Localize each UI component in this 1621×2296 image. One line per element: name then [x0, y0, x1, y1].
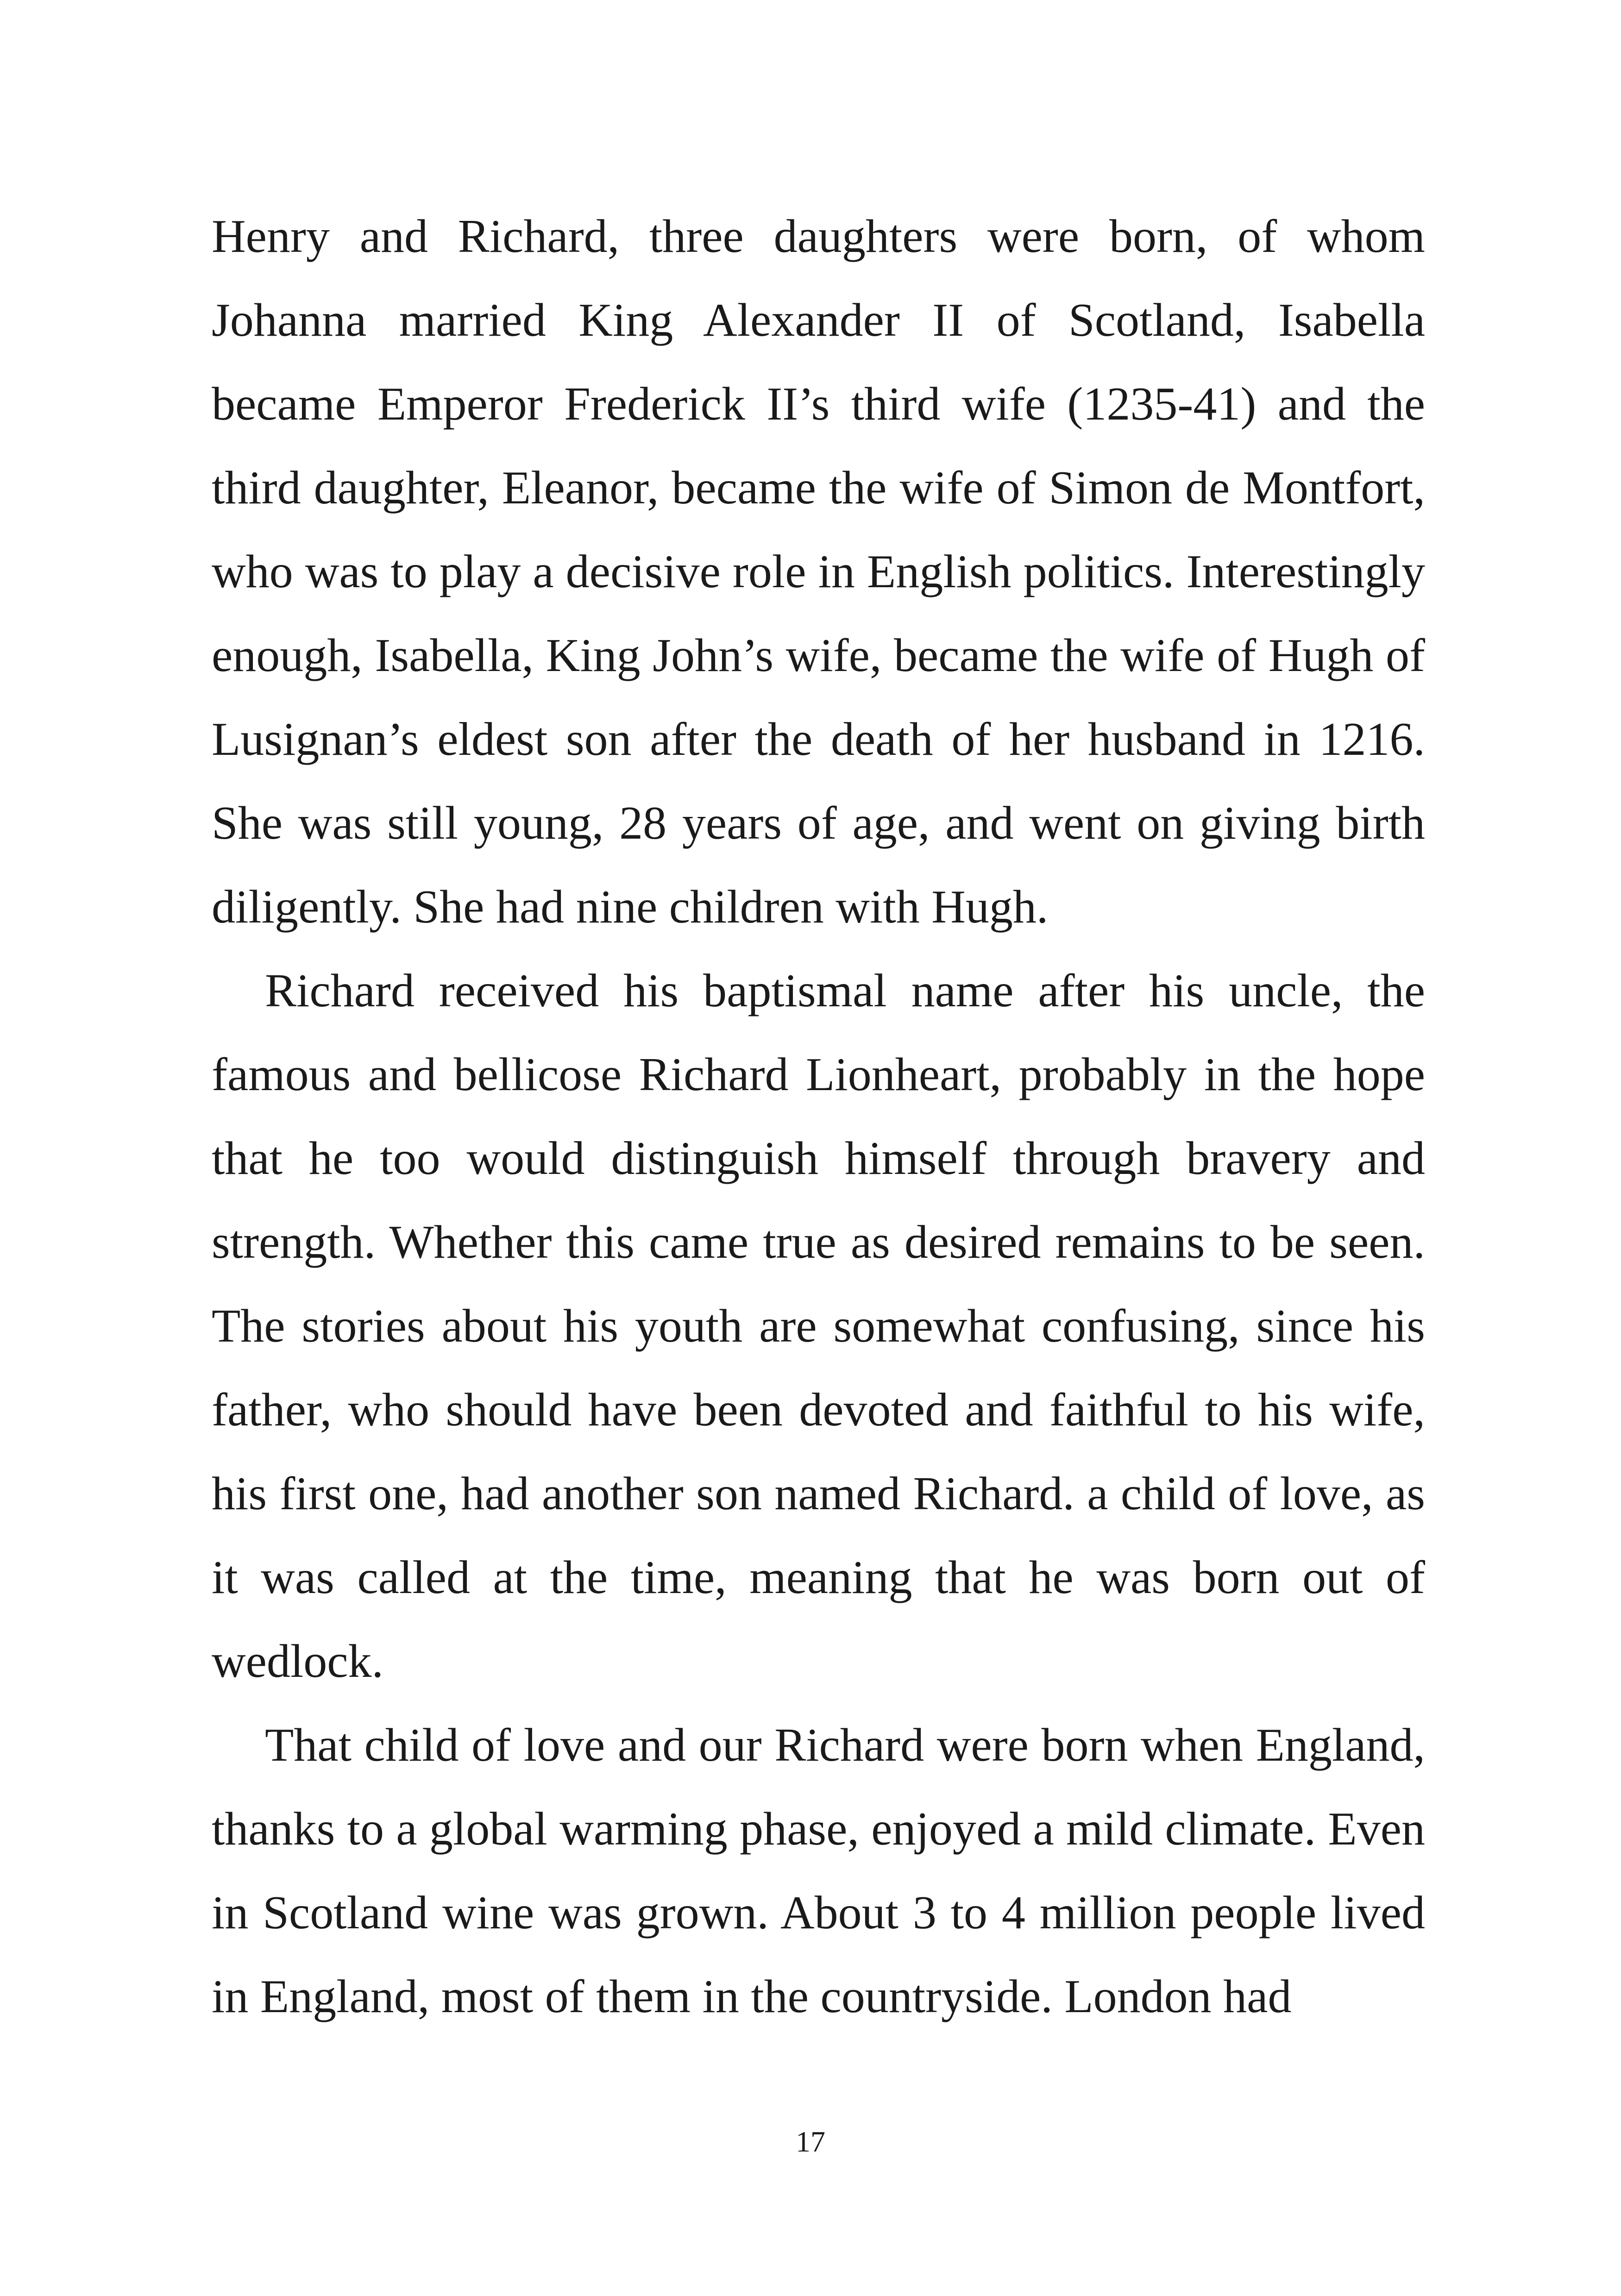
paragraph-richard-name: Richard received his baptismal name after his uncle, the famous and bellicose Richard Lionheart, probably in the hope that he too would distinguish himself through bravery and strength. Whether this came true as desired remains to be seen. The stories about his youth are somewhat confusing, since his father, who should have been devoted and faithful to his wife, his first one, had another son named Richard. a child of love, as it was called at the time, meaning that he was born out of wedlock.: [212, 965, 1425, 1687]
paragraph-continuation: Henry and Richard, three daughters were born, of whom Johanna married King Alexander II of Scotland, Isabella became Emperor Frederick II’s third wife (1235-41) and the third daughter, Eleanor, became the wife of Simon de Montfort, who was to play a decisive role in English politics. Interestingly enough, Isabella, King John’s wife, became the wife of Hugh of Lusignan’s eldest son after the death of her husband in 1216. She was still young, 28 years of age, and went on giving birth diligently. She had nine children with Hugh.: [212, 210, 1425, 933]
page-number: 17: [796, 2125, 825, 2158]
paragraph-england-climate: That child of love and our Richard were born when England, thanks to a global warming phase, enjoyed a mild climate. Even in Scotland wine was grown. About 3 to 4 million people lived in England, most of them in the countryside. London had: [212, 1719, 1425, 2023]
body-text: [212, 194, 1425, 2039]
